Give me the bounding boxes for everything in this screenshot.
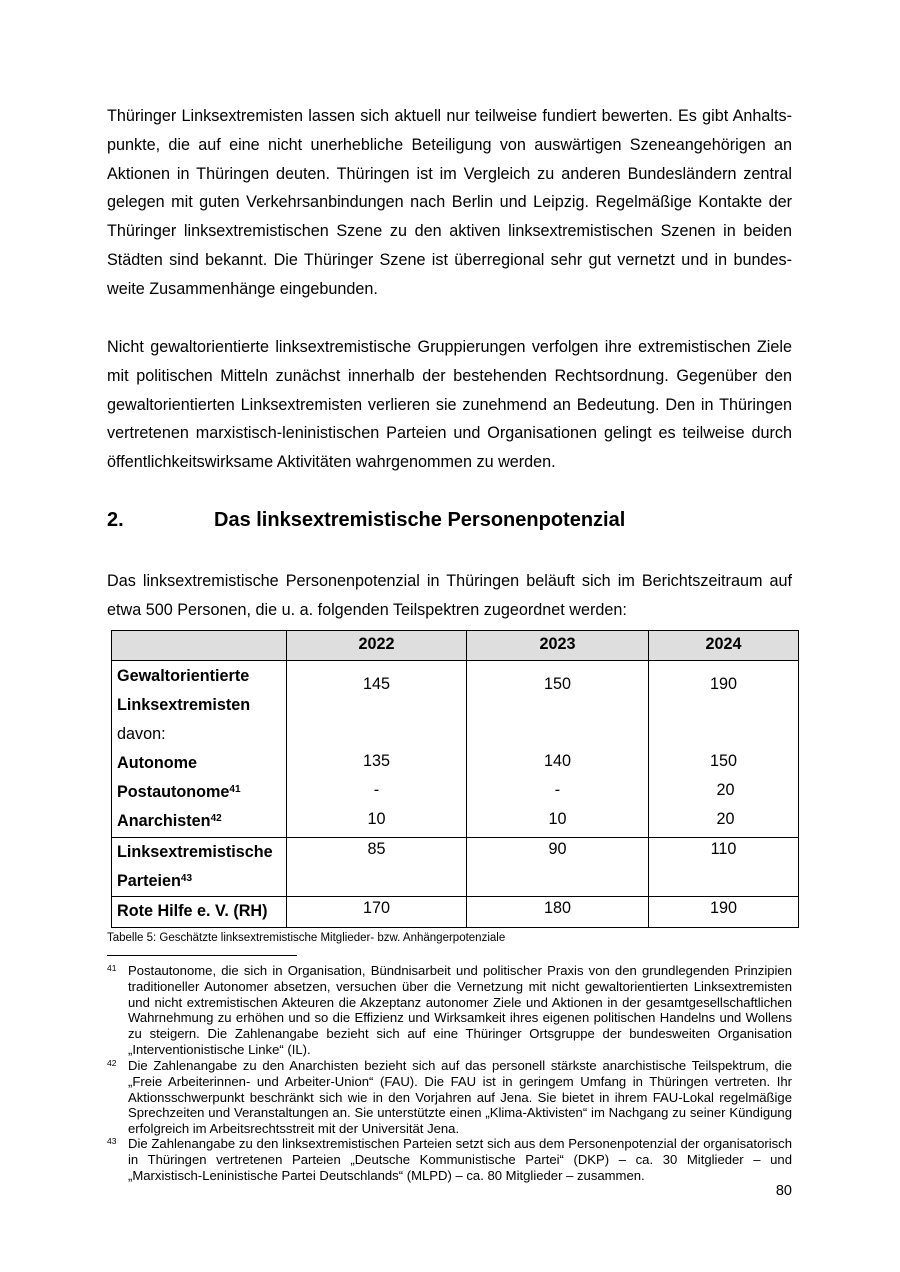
- cell-gewalt-2023: 150: [543, 675, 571, 693]
- paragraph-table-intro: Das linksextremistische Personenpotenzial in Thüringen beläuft sich im Berichtszeitraum auf etwa 500 Personen, die u. a. folgenden Teilspektren zugeordnet werden:: [107, 572, 792, 619]
- table-row-gewaltorientierte: [112, 661, 799, 838]
- footnote-text: Die Zahlenangabe zu den Anarchisten bezieht sich auf das personell stärkste anarchistische Teilspektrum, die „Freie Arbeiterinnen- und Arbeiter-Union“ (FAU). Die FAU ist in geringem Umfang in Thüringen vertreten. Ihr Aktionsschwerpunkt beschränkt sich wie in den Vorjahren auf Jena. Sie bietet in ihrem FAU-Lokal regelmäßige Sprechzeiten und Veranstaltungen an. Sie unterstützte einen „Klima-Aktivisten“ im Nachgang zu seiner Kündigung erfolgreich im Arbeitsrechtsstreit mit der Universität Jena.: [128, 1058, 792, 1137]
- row-label-rote-hilfe: Rote Hilfe e. V. (RH): [112, 897, 287, 928]
- personenpotenzial-table: [111, 630, 799, 928]
- cell-rote-hilfe-2023: 180: [467, 897, 649, 928]
- cell-autonome-2022: 135: [362, 752, 390, 770]
- cell-rote-hilfe-2024: 190: [649, 897, 799, 928]
- label-anarchisten: [117, 807, 280, 836]
- cell-autonome-2024: 150: [709, 752, 737, 770]
- label-text: Anarchisten: [117, 812, 211, 830]
- cell-postautonome-2022: -: [373, 781, 380, 799]
- header-empty: [112, 631, 287, 661]
- values-2023: [467, 661, 649, 838]
- header-2023: 2023: [467, 631, 649, 661]
- table-header-row: [112, 631, 799, 661]
- footnote-number: 41: [107, 963, 117, 973]
- cell-postautonome-2023: -: [554, 781, 561, 799]
- cell-autonome-2023: 140: [543, 752, 571, 770]
- cell-anarchisten-2024: 20: [716, 810, 735, 828]
- cell-gewalt-2024: 190: [709, 675, 737, 693]
- row-label-parteien: [112, 838, 287, 897]
- section-number: 2.: [107, 509, 124, 531]
- footnote-41: [107, 963, 792, 1058]
- paragraph-intro: Thüringer Linksextremisten lassen sich aktuell nur teilweise fundiert bewerten. Es gibt Anhaltspunkte, die auf eine nicht unerhebliche Beteiligung von auswärtigen Szeneangehörigen an Aktionen in Thüringen deuten. Thüringen ist im Vergleich zu anderen Bundesländern zentral gelegen mit guten Verkehrsanbindungen nach Berlin und Leipzig. Regelmäßige Kontakte der Thüringer linksextremistischen Szene zu den aktiven linksextremistischen Szenen in beiden Städten sind bekannt. Die Thüringer Szene ist überregional sehr gut vernetzt und in bundesweite Zusammenhänge eingebunden.: [107, 107, 792, 298]
- table-caption: Tabelle 5: Geschätzte linksextremistische Mitglieder- bzw. Anhängerpotenziale: [107, 932, 506, 944]
- cell-anarchisten-2023: 10: [548, 810, 567, 828]
- footnote-number: 43: [107, 1136, 117, 1146]
- row-label-gewaltorientierte: [112, 661, 287, 838]
- header-2024: 2024: [649, 631, 799, 661]
- label-line: Gewaltorientierte: [117, 667, 250, 685]
- label-line: Linksextremistische: [117, 843, 273, 861]
- davon-label: davon:: [117, 725, 166, 743]
- cell-parteien-2024: 110: [649, 838, 799, 897]
- label-text: Postautonome: [117, 783, 230, 801]
- footnote-number: 42: [107, 1058, 117, 1068]
- table-row-parteien: [112, 838, 799, 897]
- section-title: Das linksextremistische Personenpotenzial: [214, 509, 626, 531]
- label-autonome: Autonome: [117, 754, 198, 772]
- label-text: Parteien: [117, 872, 181, 890]
- cell-gewalt-2022: 145: [362, 675, 390, 693]
- page-number: 80: [775, 1183, 792, 1199]
- cell-parteien-2023: 90: [467, 838, 649, 897]
- footnote-42: [107, 1058, 792, 1137]
- footnote-ref-42[interactable]: 42: [210, 813, 222, 824]
- footnote-separator: [107, 955, 297, 956]
- cell-anarchisten-2022: 10: [367, 810, 386, 828]
- footnote-ref-43[interactable]: 43: [180, 873, 193, 884]
- label-line: Linksextremisten: [117, 696, 251, 714]
- footnote-43: [107, 1136, 792, 1183]
- values-2022: [287, 661, 467, 838]
- footnote-text: Die Zahlenangabe zu den linksextremistischen Parteien setzt sich aus dem Personenpotenzial der organisatorisch in Thüringen vertretenen Parteien „Deutsche Kommunistische Partei“ (DKP) – ca. 30 Mitglieder – und „Marxistisch-Leninistische Partei Deutschlands“ (MLPD) – ca. 80 Mitglieder – zusammen.: [128, 1136, 792, 1183]
- paragraph-non-violent: Nicht gewaltorientierte linksextremistische Gruppierungen verfolgen ihre extremistischen Ziele mit politischen Mitteln zunächst innerhalb der bestehenden Rechtsordnung. Gegenüber den gewaltorientierten Linksextremisten verlieren sie zunehmend an Bedeutung. Den in Thüringen vertretenen marxistisch-leninistischen Parteien und Organisationen gelingt es teilweise durch öffentlichkeitswirksame Aktivitäten wahrgenommen zu werden.: [107, 338, 792, 472]
- cell-postautonome-2024: 20: [716, 781, 735, 799]
- values-2024: [649, 661, 799, 838]
- section-heading: [107, 506, 625, 534]
- cell-parteien-2022: 85: [287, 838, 467, 897]
- table-row-rote-hilfe: [112, 897, 799, 928]
- header-2022: 2022: [287, 631, 467, 661]
- cell-rote-hilfe-2022: 170: [287, 897, 467, 928]
- label-line: [117, 867, 280, 896]
- footnote-ref-41[interactable]: 41: [229, 784, 241, 795]
- label-postautonome: [117, 778, 280, 807]
- footnote-text: Postautonome, die sich in Organisation, Bündnisarbeit und politischer Praxis von den grundlegenden Prinzipien traditioneller Autonomer absetzen, versuchen über die Vernetzung mit nicht gewaltorientierten Linksextremisten und nicht extremistischen Akteuren die Akzeptanz autonomer Ziele und Aktionen in der gesamtgesellschaftlichen Wahrnehmung zu erhöhen und so die Effizienz und Wirksamkeit ihres eigenen politischen Handelns und Wollens zu steigern. Die Zahlenangabe bezieht sich auf eine Thüringer Ortsgruppe der bundesweiten Organisation „Interventionistische Linke“ (IL).: [128, 963, 792, 1057]
